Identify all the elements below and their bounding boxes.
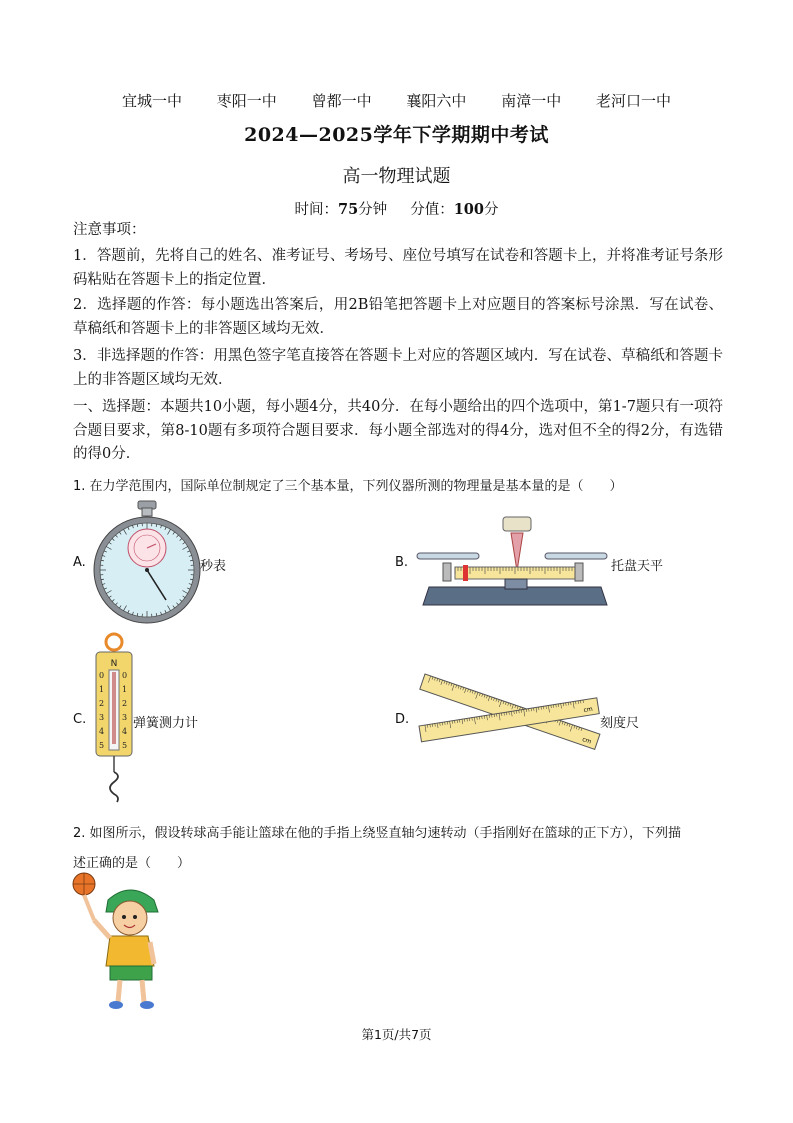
rulers-image: [415, 660, 600, 775]
spring-scale-tick-label: 3: [99, 713, 105, 722]
spring-scale-tick-label: 5: [122, 741, 128, 750]
notes-item-1: 1．答题前，先将自己的姓名、准考证号、考场号、座位号填写在试卷和答题卡上，并将准考证号条形码粘贴在答题卡上的指定位置．: [73, 248, 723, 288]
exam-title: 2024—2025学年下学期期中考试: [244, 124, 549, 146]
spring-scale-image: [92, 632, 137, 807]
score-value: 100: [453, 201, 484, 218]
spring-scale-tick-label: 2: [99, 699, 105, 708]
stopwatch-image: [92, 500, 202, 625]
spring-scale-tick-label: 0: [99, 671, 105, 680]
school-name: 南漳一中: [501, 92, 562, 110]
ruler-unit-label: cm: [583, 705, 594, 715]
spring-scale-tick-label: 5: [99, 741, 105, 750]
question-1-stem: 1. 在力学范围内，国际单位制规定了三个基本量，下列仪器所测的物理量是基本量的是（ ）: [73, 479, 623, 494]
time-label: 时间：: [294, 202, 338, 218]
spring-scale-tick-label: 0: [122, 671, 128, 680]
boy-spinning-basketball-image: [70, 872, 165, 1012]
exam-subtitle: 高一物理试题: [342, 166, 451, 187]
school-list: [0, 90, 793, 111]
tray-balance-image: [415, 515, 615, 607]
option-b-label: B.: [395, 555, 409, 570]
spring-scale-tick-label: 1: [122, 685, 128, 694]
notes-item-2: 2．选择题的作答：每小题选出答案后，用2B铅笔把答题卡上对应题目的答案标号涂黑．写在试卷、草稿纸和答题卡上的非答题区域均无效．: [73, 297, 723, 337]
score-label: 分值：: [410, 202, 454, 218]
question-2-stem-line-2: 述正确的是（ ）: [73, 856, 191, 871]
option-d-label: D.: [395, 712, 410, 727]
spring-scale-tick-label: 4: [122, 727, 128, 736]
option-c-label: C.: [73, 712, 87, 727]
option-d-name: 刻度尺: [600, 716, 640, 731]
school-name: 襄阳六中: [406, 92, 467, 110]
time-score-info: [0, 198, 793, 219]
ruler-unit-label: cm: [581, 735, 593, 746]
section-1-intro: 一、选择题：本题共10小题，每小题4分，共40分．在每小题给出的四个选项中，第1-7题只有一项符合题目要求，第8-10题有多项符合题目要求．每小题全部选对的得4分，选对但不全的得2分，有选错的得0分．: [73, 399, 723, 462]
spring-scale-unit-letter: N: [110, 659, 118, 669]
school-name: 曾都一中: [311, 92, 372, 110]
notes-item-3: 3．非选择题的作答：用黑色签字笔直接答在答题卡上对应的答题区域内．写在试卷、草稿纸和答题卡上的非答题区域均无效．: [73, 348, 723, 388]
option-b-name: 托盘天平: [611, 559, 664, 574]
option-c-name: 弹簧测力计: [133, 716, 199, 731]
spring-scale-tick-label: 2: [122, 699, 128, 708]
school-name: 老河口一中: [595, 92, 671, 110]
notes-heading: 注意事项：: [73, 222, 146, 238]
school-name: 枣阳一中: [216, 92, 277, 110]
score-unit: 分: [484, 202, 499, 218]
spring-scale-tick-label: 4: [99, 727, 105, 736]
page-number: 第1页/共7页: [361, 1027, 432, 1042]
question-2-stem-line-1: 2. 如图所示，假设转球高手能让篮球在他的手指上绕竖直轴匀速转动（手指刚好在篮球的正下方），下列描: [73, 826, 682, 841]
school-name: 宜城一中: [122, 92, 183, 110]
option-a-label: A.: [73, 555, 86, 570]
spring-scale-tick-label: 1: [99, 685, 105, 694]
spring-scale-tick-label: 3: [122, 713, 128, 722]
option-a-name: 秒表: [200, 559, 227, 574]
time-unit: 分钟: [358, 202, 388, 218]
time-value: 75: [337, 201, 359, 218]
